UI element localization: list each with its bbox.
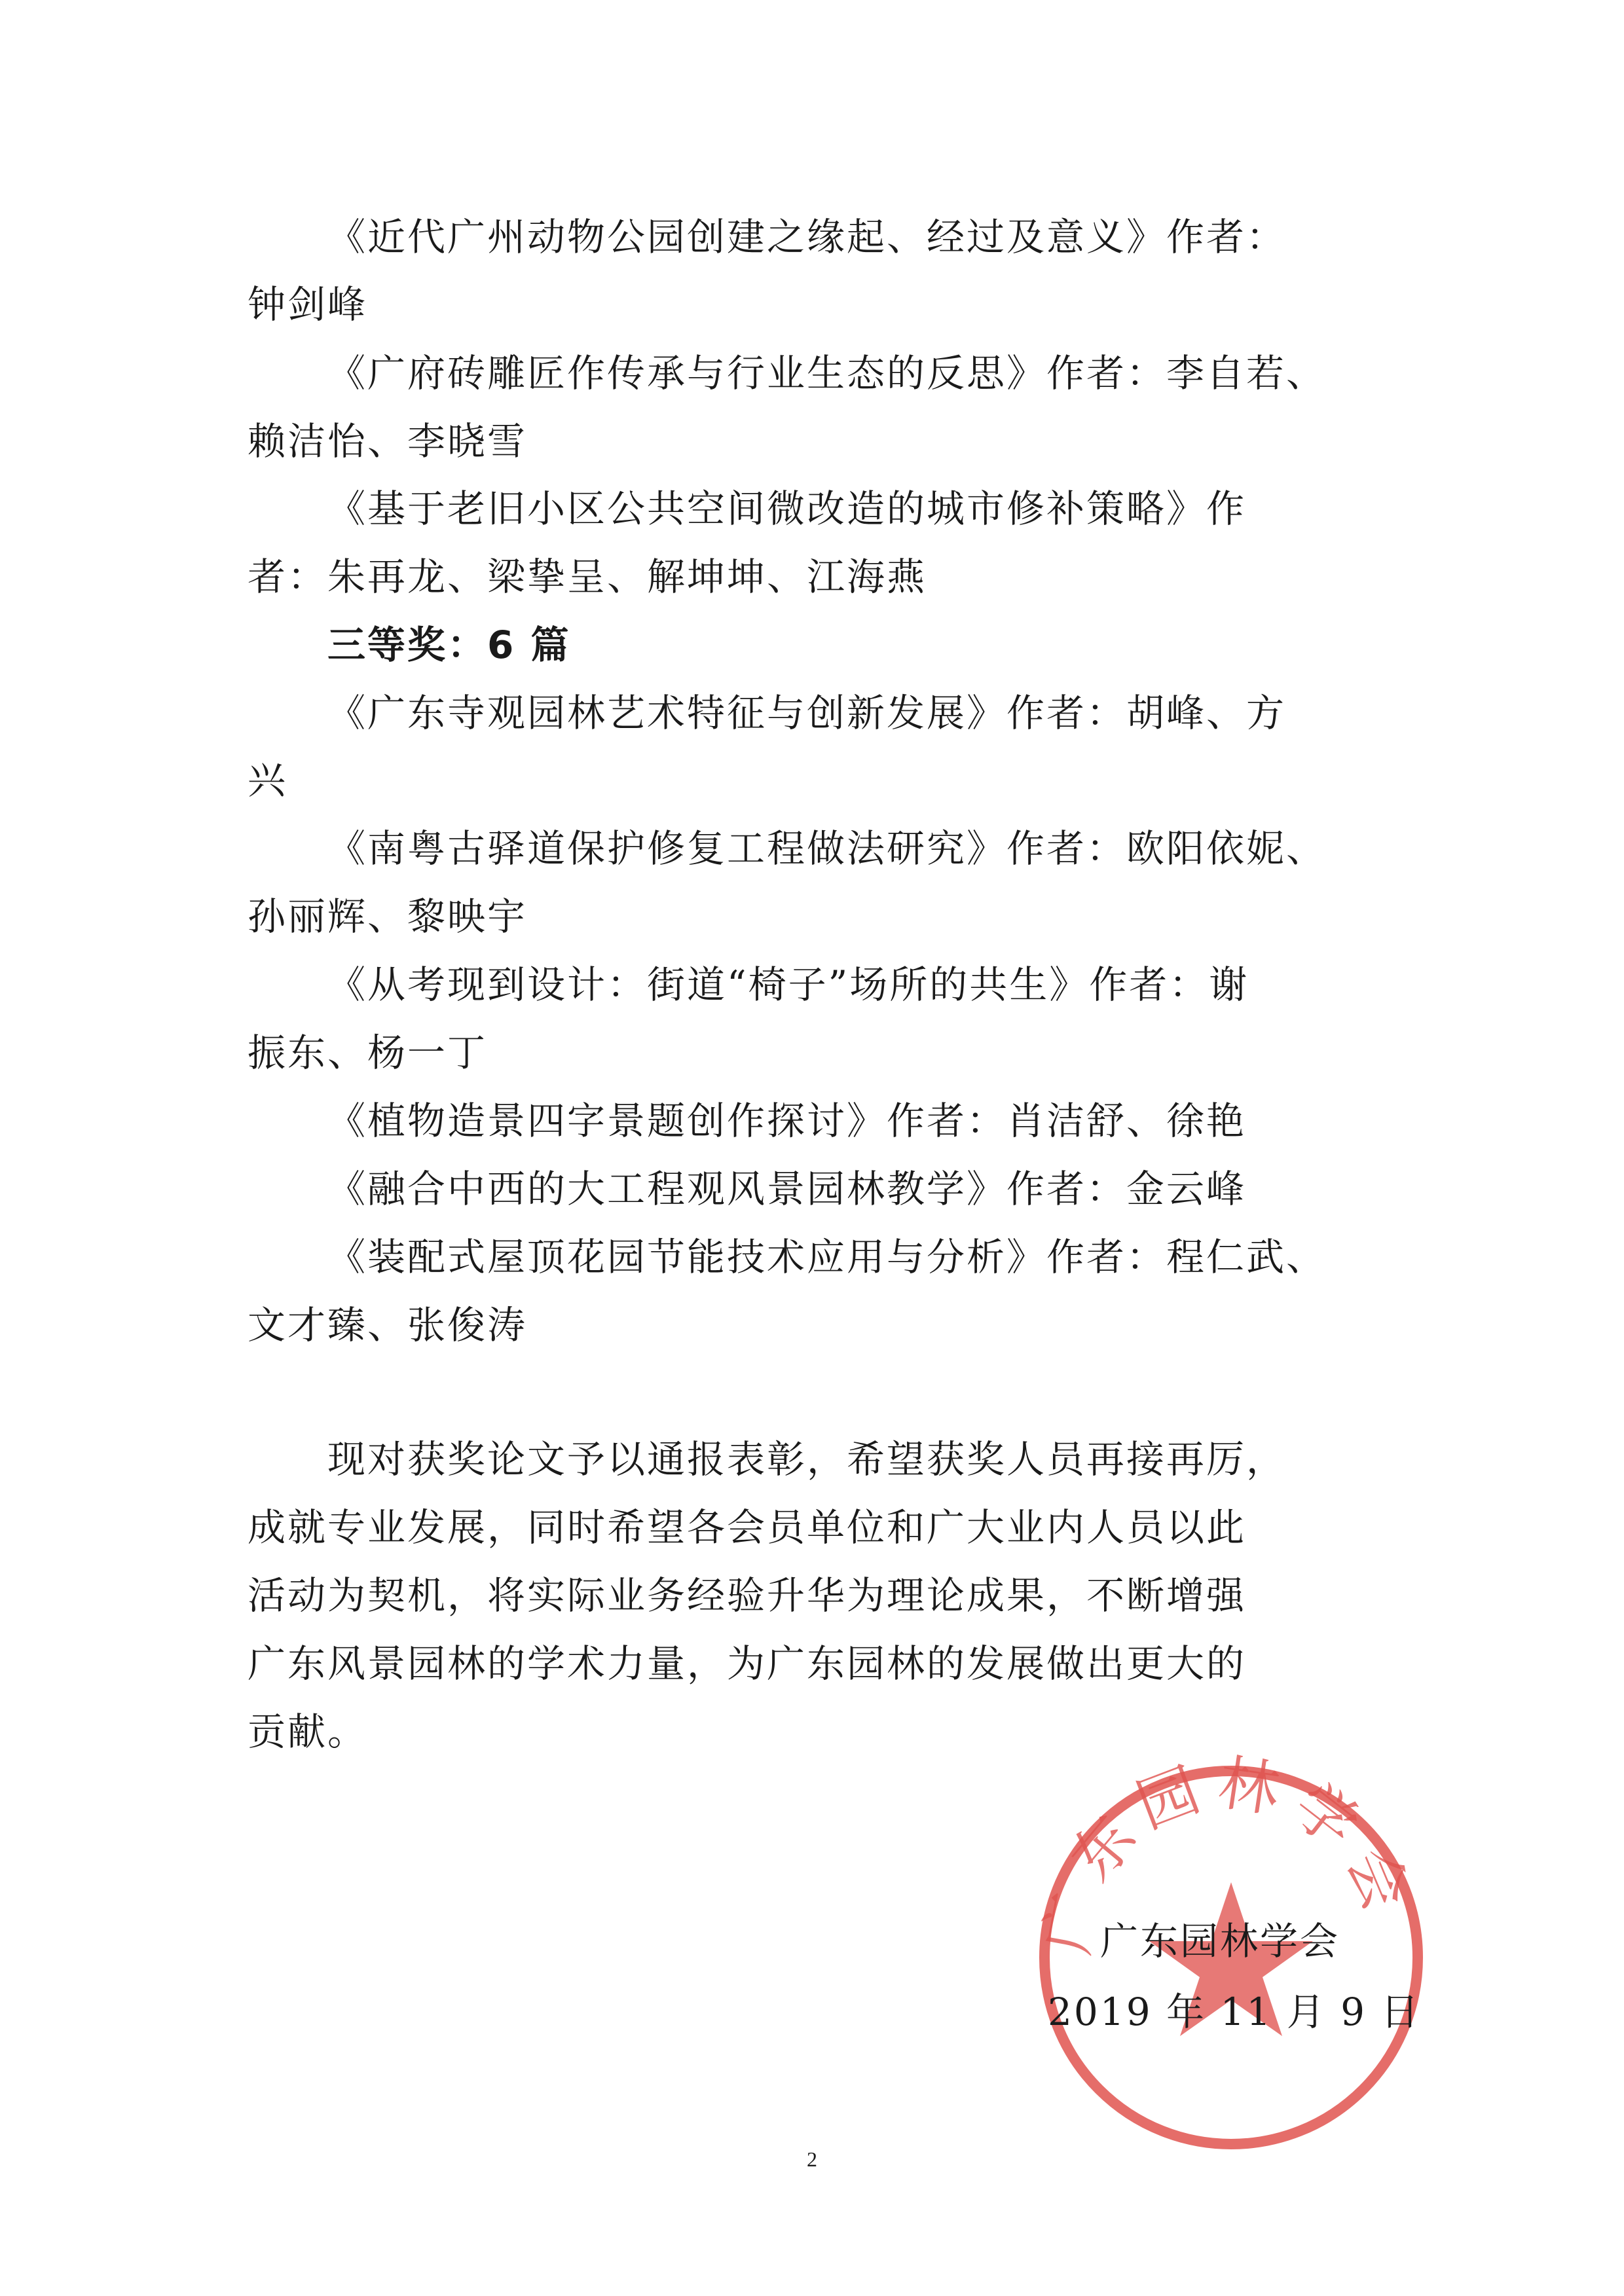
award-entry-line: 赖洁怡、李晓雪 <box>248 419 528 464</box>
svg-text:广东园林学会: 广东园林学会 <box>1031 1747 1426 1959</box>
award-entry-line: 《融合中西的大工程观风景园林教学》作者：金云峰 <box>327 1167 1247 1211</box>
award-entry-line: 《装配式屋顶花园节能技术应用与分析》作者：程仁武、 <box>327 1235 1327 1279</box>
award-entry-line: 《广东寺观园林艺术特征与创新发展》作者：胡峰、方 <box>327 691 1287 735</box>
closing-paragraph-line: 成就专业发展，同时希望各会员单位和广大业内人员以此 <box>248 1505 1247 1550</box>
award-entry-line: 兴 <box>248 758 288 803</box>
signature-organization: 广东园林学会 <box>1100 1919 1340 1963</box>
award-entry-line: 孙丽辉、黎映宇 <box>248 894 528 939</box>
award-entry-line: 文才臻、张俊涛 <box>248 1303 528 1347</box>
award-entry-line: 《广府砖雕匠作传承与行业生态的反思》作者：李自若、 <box>327 351 1327 395</box>
award-entry-line: 振东、杨一丁 <box>248 1030 488 1075</box>
closing-paragraph-line: 现对获奖论文予以通报表彰，希望获奖人员再接再厉， <box>327 1437 1287 1482</box>
closing-paragraph-line: 广东风景园林的学术力量，为广东园林的发展做出更大的 <box>248 1641 1247 1686</box>
award-entry-line: 者：朱再龙、梁挚呈、解坤坤、江海燕 <box>248 555 927 599</box>
award-entry-line: 《南粤古驿道保护修复工程做法研究》作者：欧阳依妮、 <box>327 826 1327 871</box>
award-entry-line: 《基于老旧小区公共空间微改造的城市修补策略》作 <box>327 486 1247 531</box>
closing-paragraph-line: 活动为契机，将实际业务经验升华为理论成果，不断增强 <box>248 1573 1247 1618</box>
page-number: 2 <box>807 2147 817 2171</box>
award-entry-line: 《从考现到设计：街道“椅子”场所的共生》作者：谢 <box>327 962 1249 1007</box>
award-entry-line: 钟剑峰 <box>248 282 368 327</box>
closing-paragraph-line: 贡献。 <box>248 1709 368 1754</box>
award-entry-line: 《近代广州动物公园创建之缘起、经过及意义》作者： <box>327 215 1287 259</box>
award-entry-line: 《植物造景四字景题创作探讨》作者：肖洁舒、徐艳 <box>327 1099 1247 1143</box>
section-heading-third-prize: 三等奖：6 篇 <box>327 623 571 667</box>
signature-date: 2019 年 11 月 9 日 <box>1048 1990 1421 2034</box>
